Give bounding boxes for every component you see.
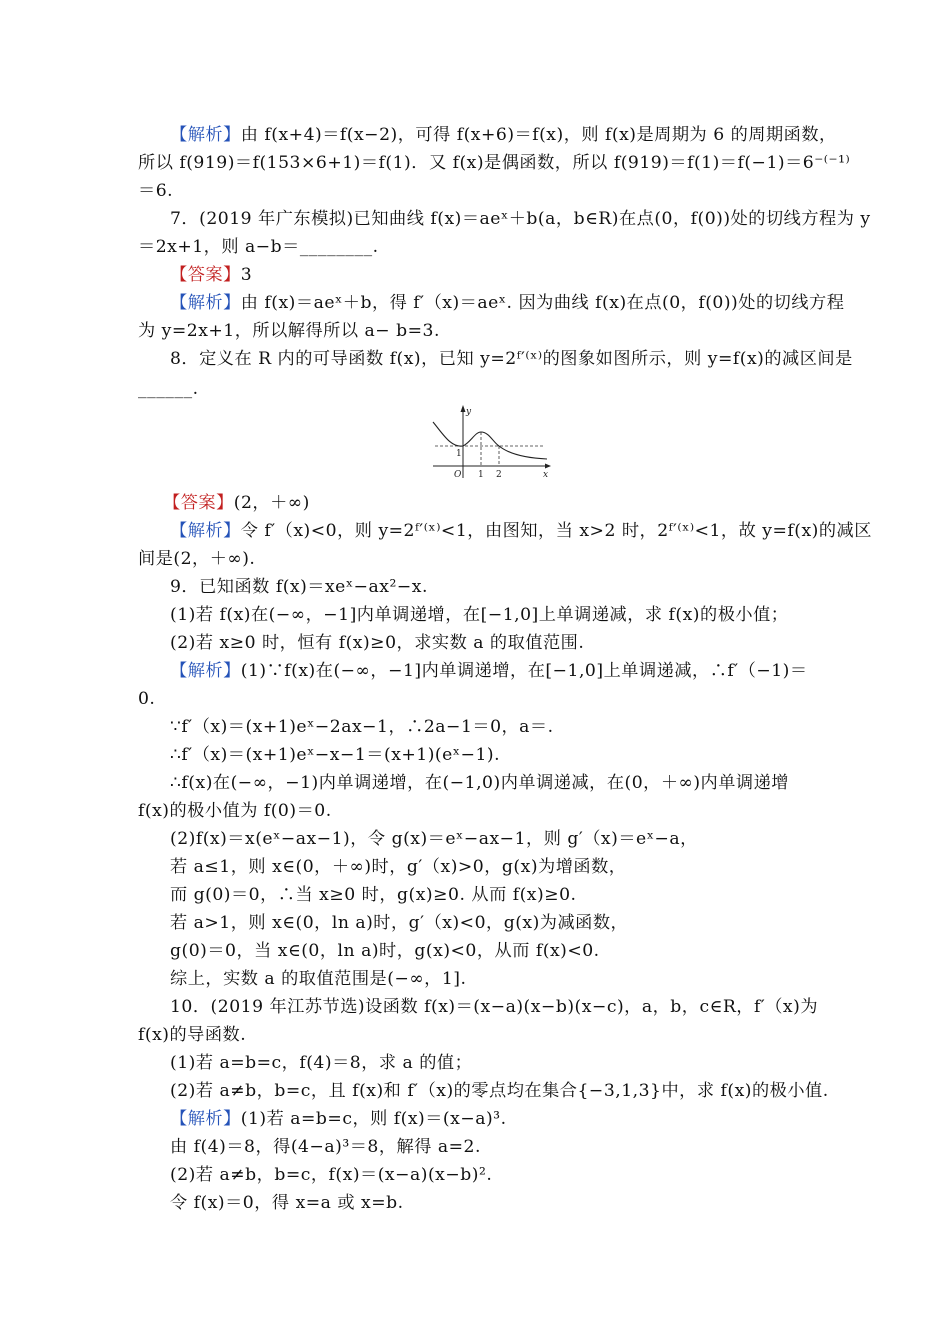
- line-text: ∴f(x)在(−∞，−1)内单调递增，在(−1,0)内单调递减，在(0，＋∞)内单调递增: [170, 773, 789, 793]
- answer-tag: 【答案】: [170, 265, 241, 285]
- text-line: [170, 576, 428, 598]
- origin-label: O: [454, 470, 462, 480]
- line-text: 若 a≤1，则 x∈(0，＋∞)时，g′（x)>0，g(x)为增函数，: [170, 857, 627, 877]
- text-line: [170, 828, 698, 850]
- text-line: [170, 912, 628, 934]
- analysis-tag: 【解析】: [170, 521, 241, 541]
- line-text: 若 a>1，则 x∈(0，ln a)时，g′（x)<0，g(x)为减函数，: [170, 913, 629, 933]
- text-line: [170, 968, 466, 990]
- text-line: [170, 292, 844, 314]
- text-line: [170, 772, 789, 794]
- analysis-tag: 【解析】: [170, 125, 241, 145]
- text-line: [170, 660, 808, 682]
- line-text: 0.: [138, 689, 156, 709]
- tick-1-label: 1: [478, 470, 485, 480]
- line-text: f(x)的极小值为 f(0)＝0.: [138, 801, 332, 821]
- text-line: [138, 236, 379, 258]
- line-text: (1)若 f(x)在(−∞，−1]内单调递增，在[−1,0]上单调递减，求 f(x)的极小值；: [170, 605, 789, 625]
- text-line: [138, 378, 199, 400]
- line-text: (1)若 a=b=c，则 f(x)＝(x−a)³.: [240, 1109, 507, 1129]
- line-text: (2)若 a≠b，b=c，f(x)＝(x−a)(x−b)².: [170, 1165, 493, 1185]
- text-line: [170, 716, 554, 738]
- line-text: g(0)＝0，当 x∈(0，ln a)时，g(x)<0，从而 f(x)<0.: [170, 941, 600, 961]
- curve: [433, 422, 547, 459]
- analysis-tag: 【解析】: [170, 293, 241, 313]
- text-line: [170, 1080, 829, 1102]
- line-text: 而 g(0)＝0，∴当 x≥0 时，g(x)≥0. 从而 f(x)≥0.: [170, 885, 577, 905]
- line-text: 3: [240, 265, 253, 285]
- text-line: [138, 1024, 246, 1046]
- y-axis-arrow: [461, 405, 466, 412]
- line-text: ∵f′（x)＝(x+1)eˣ−2ax−1，∴2a−1＝0，a＝.: [170, 717, 554, 737]
- text-line: [170, 208, 871, 230]
- text-line: [170, 996, 818, 1018]
- line-text: (1)若 a=b=c，f(4)＝8，求 a 的值；: [170, 1053, 473, 1073]
- line-text: ∴f′（x)＝(x+1)eˣ−x−1＝(x+1)(eˣ−1).: [170, 745, 501, 765]
- text-line: [170, 1136, 481, 1158]
- line-text: 综上，实数 a 的取值范围是(−∞，1].: [170, 969, 467, 989]
- text-line: [170, 604, 788, 626]
- line-text: ＝2x+1，则 a−b＝________.: [138, 237, 379, 257]
- analysis-tag: 【解析】: [170, 1109, 241, 1129]
- text-line: [170, 1192, 404, 1214]
- line-text: (2)若 a≠b，b=c，且 f(x)和 f′（x)的零点均在集合{−3,1,3}中，求 f(x)的极小值.: [170, 1081, 829, 1101]
- line-text: 9．已知函数 f(x)＝xeˣ−ax²−x.: [170, 577, 428, 597]
- function-graph-figure: [425, 402, 553, 482]
- analysis-tag: 【解析】: [170, 661, 241, 681]
- x-axis-label: x: [543, 470, 549, 480]
- line-text: 10．(2019 年江苏节选)设函数 f(x)＝(x−a)(x−b)(x−c)，a，b，c∈R，f′（x)为: [170, 997, 819, 1017]
- line-text: (2)若 x≥0 时，恒有 f(x)≥0，求实数 a 的取值范围.: [170, 633, 585, 653]
- text-line: [170, 856, 626, 878]
- text-line: [170, 632, 584, 654]
- tick-2-label: 2: [496, 470, 503, 480]
- line-text: 由 f(x+4)＝f(x−2)，可得 f(x+6)＝f(x)，则 f(x)是周期为 6 的周期函数，: [240, 125, 837, 145]
- y-axis-label: y: [466, 407, 472, 417]
- line-text: (1)∵f(x)在(−∞，−1]内单调递增，在[−1,0]上单调递减，∴f′（−1)＝: [240, 661, 808, 681]
- text-line: [170, 1108, 507, 1130]
- text-line: [170, 124, 837, 146]
- line-text: 令 f′（x)<0，则 y=2ᶠ′⁽ˣ⁾<1，由图知，当 x>2 时，2ᶠ′⁽ˣ⁾<1，故 y=f(x)的减区: [240, 521, 872, 541]
- line-text: ______.: [138, 379, 199, 399]
- text-line: [138, 800, 332, 822]
- text-line: [138, 320, 440, 342]
- graph-svg: [425, 402, 553, 482]
- line-text: ＝6.: [138, 181, 174, 201]
- line-text: f(x)的导函数.: [138, 1025, 247, 1045]
- text-line: [138, 180, 173, 202]
- text-line: [170, 744, 500, 766]
- level-label: 1: [456, 449, 463, 459]
- text-line: [170, 940, 600, 962]
- line-text: (2)f(x)＝x(eˣ−ax−1)，令 g(x)＝eˣ−ax−1，则 g′（x)＝eˣ−a，: [170, 829, 698, 849]
- line-text: 8．定义在 R 内的可导函数 f(x)，已知 y=2ᶠ′⁽ˣ⁾的图象如图所示，则 y=f(x)的减区间是: [170, 349, 853, 369]
- text-line: [170, 264, 252, 286]
- text-line: [170, 520, 872, 542]
- text-line: [138, 688, 155, 710]
- line-text: 由 f(4)＝8，得(4−a)³＝8，解得 a=2.: [170, 1137, 481, 1157]
- line-text: 7．(2019 年广东模拟)已知曲线 f(x)＝aeˣ＋b(a，b∈R)在点(0，f(0))处的切线方程为 y: [170, 209, 871, 229]
- text-line: [170, 1164, 492, 1186]
- text-line: [138, 152, 850, 174]
- text-line: [170, 1052, 472, 1074]
- answer-tag: 【答案】: [163, 493, 234, 513]
- text-line: [170, 348, 853, 370]
- line-text: 令 f(x)＝0，得 x=a 或 x=b.: [170, 1193, 404, 1213]
- line-text: (2，＋∞): [233, 493, 310, 513]
- text-line: [163, 492, 310, 514]
- line-text: 间是(2，＋∞).: [138, 549, 256, 569]
- line-text: 由 f(x)＝aeˣ＋b，得 f′（x)＝aeˣ. 因为曲线 f(x)在点(0，f(0))处的切线方程: [240, 293, 845, 313]
- text-line: [170, 884, 577, 906]
- line-text: 所以 f(919)＝f(153×6+1)＝f(1)．又 f(x)是偶函数，所以 f(919)＝f(1)＝f(−1)＝6⁻⁽⁻¹⁾: [138, 153, 851, 173]
- text-line: [138, 548, 255, 570]
- x-axis-arrow: [545, 464, 551, 469]
- line-text: 为 y=2x+1，所以解得所以 a− b=3.: [138, 321, 440, 341]
